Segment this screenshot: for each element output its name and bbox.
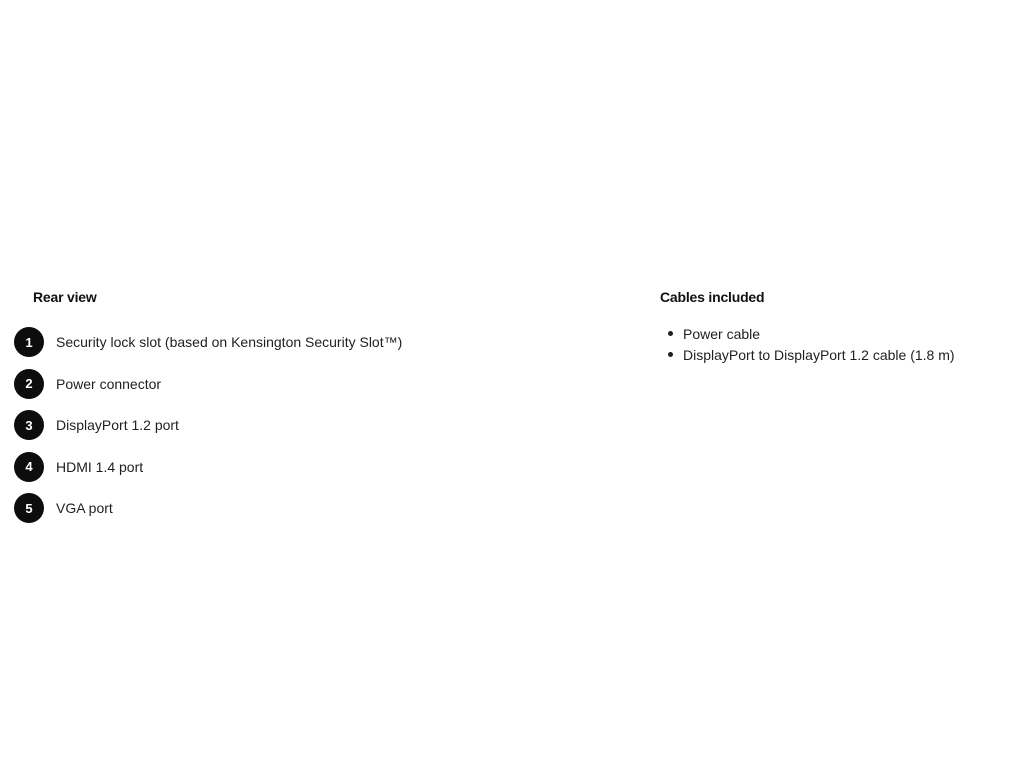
cable-item-displayport: [668, 344, 955, 365]
cables-included-list: [668, 323, 955, 365]
rear-view-item-displayport: [14, 411, 402, 439]
cables-included-title: Cables included: [660, 289, 765, 305]
bullet-icon: [668, 331, 673, 336]
cable-item-label: Power cable: [683, 325, 761, 342]
number-badge: 5: [14, 493, 44, 523]
bullet-icon: [668, 352, 673, 357]
number-badge: 3: [14, 410, 44, 440]
cable-item-power: [668, 323, 955, 344]
rear-view-item-vga: [14, 494, 402, 522]
rear-view-item-hdmi: [14, 453, 402, 481]
rear-view-item-label: Power connector: [56, 375, 162, 392]
rear-view-list: [14, 328, 402, 536]
rear-view-item-label: VGA port: [56, 500, 113, 516]
rear-view-item-label: HDMI 1.4 port: [56, 458, 144, 475]
number-badge: 1: [14, 327, 44, 357]
number-badge: 2: [14, 369, 44, 399]
rear-view-item-power-connector: [14, 370, 402, 398]
rear-view-item-label: DisplayPort 1.2 port: [56, 417, 179, 433]
rear-view-title: Rear view: [33, 289, 97, 305]
cable-item-label: DisplayPort to DisplayPort 1.2 cable (1.8 m): [683, 346, 955, 363]
rear-view-item-label: Security lock slot (based on Kensington Security Slot™): [56, 334, 403, 350]
rear-view-item-security-lock: [14, 328, 402, 356]
number-badge: 4: [14, 452, 44, 482]
